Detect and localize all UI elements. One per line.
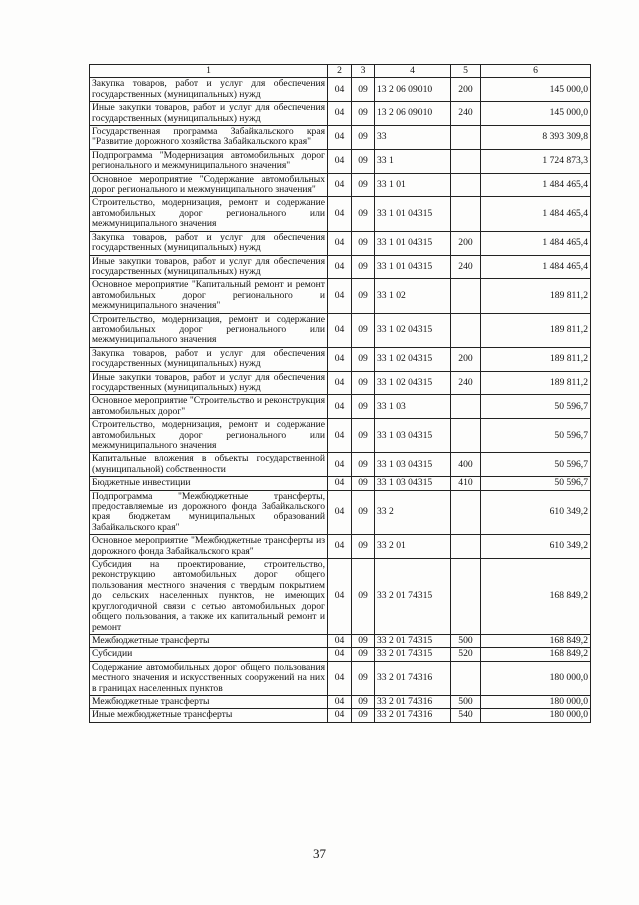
subsection-code-cell: 09	[352, 78, 375, 102]
subsection-code-cell: 09	[352, 255, 375, 279]
item-name-cell: Бюджетные инвестиции	[90, 477, 328, 490]
table-row	[90, 395, 591, 419]
expense-type-cell	[451, 173, 481, 197]
amount-cell: 145 000,0	[481, 78, 591, 102]
target-article-cell: 33 1 02 04315	[375, 347, 451, 371]
section-code-cell: 04	[328, 126, 352, 150]
amount-cell: 189 811,2	[481, 279, 591, 313]
expense-type-cell	[451, 535, 481, 559]
table-row	[90, 231, 591, 255]
target-article-cell: 33 2 01	[375, 535, 451, 559]
table-row	[90, 371, 591, 395]
table-row	[90, 477, 591, 490]
expense-type-cell: 240	[451, 371, 481, 395]
amount-cell: 189 811,2	[481, 347, 591, 371]
item-name-cell: Иные межбюджетные трансферты	[90, 709, 328, 722]
expense-type-cell	[451, 559, 481, 635]
subsection-code-cell: 09	[352, 709, 375, 722]
subsection-code-cell: 09	[352, 695, 375, 708]
item-name-cell: Основное мероприятие "Межбюджетные трансферты из дорожного фонда Забайкальского края"	[90, 535, 328, 559]
target-article-cell: 33 2 01 74316	[375, 695, 451, 708]
expense-type-cell: 410	[451, 477, 481, 490]
expense-type-cell	[451, 490, 481, 535]
target-article-cell: 33 2 01 74315	[375, 634, 451, 647]
item-name-cell: Содержание автомобильных дорог общего пользования местного значения и искусственных сооружений на них в границах населенных пунктов	[90, 661, 328, 695]
section-code-cell: 04	[328, 559, 352, 635]
item-name-cell: Строительство, модернизация, ремонт и содержание автомобильных дорог регионального или межмуниципального значения	[90, 419, 328, 453]
amount-cell: 189 811,2	[481, 371, 591, 395]
subsection-code-cell: 09	[352, 313, 375, 347]
amount-cell: 168 849,2	[481, 634, 591, 647]
amount-cell: 168 849,2	[481, 648, 591, 661]
item-name-cell: Основное мероприятие "Строительство и реконструкция автомобильных дорог"	[90, 395, 328, 419]
item-name-cell: Подпрограмма "Модернизация автомобильных дорог регионального и межмуниципального значения"	[90, 149, 328, 173]
subsection-code-cell: 09	[352, 395, 375, 419]
table-row	[90, 102, 591, 126]
expense-type-cell	[451, 313, 481, 347]
section-code-cell: 04	[328, 102, 352, 126]
section-code-cell: 04	[328, 255, 352, 279]
expense-type-cell: 500	[451, 695, 481, 708]
table-row	[90, 490, 591, 535]
item-name-cell: Иные закупки товаров, работ и услуг для обеспечения государственных (муниципальных) нужд	[90, 102, 328, 126]
item-name-cell: Субсидия на проектирование, строительство, реконструкцию автомобильных дорог общего пользования местного значения с твердым покрытием до сельских населенных пунктов, не имеющих круглогодичной связи с сетью автомобильных дорог общего пользования, а также их капитальный ремонт и ремонт	[90, 559, 328, 635]
subsection-code-cell: 09	[352, 347, 375, 371]
item-name-cell: Основное мероприятие "Капитальный ремонт и ремонт автомобильных дорог регионального и межмуниципального значения"	[90, 279, 328, 313]
section-code-cell: 04	[328, 279, 352, 313]
subsection-code-cell: 09	[352, 648, 375, 661]
section-code-cell: 04	[328, 395, 352, 419]
expense-type-cell: 500	[451, 634, 481, 647]
section-code-cell: 04	[328, 371, 352, 395]
amount-cell: 1 484 465,4	[481, 231, 591, 255]
subsection-code-cell: 09	[352, 535, 375, 559]
subsection-code-cell: 09	[352, 173, 375, 197]
item-name-cell: Иные закупки товаров, работ и услуг для обеспечения государственных (муниципальных) нужд	[90, 255, 328, 279]
table-row	[90, 661, 591, 695]
item-name-cell: Капитальные вложения в объекты государственной (муниципальной) собственности	[90, 453, 328, 477]
target-article-cell: 33 1 01 04315	[375, 231, 451, 255]
column-header: 6	[481, 65, 591, 78]
section-code-cell: 04	[328, 419, 352, 453]
subsection-code-cell: 09	[352, 197, 375, 231]
amount-cell: 180 000,0	[481, 695, 591, 708]
amount-cell: 180 000,0	[481, 661, 591, 695]
target-article-cell: 33 1	[375, 149, 451, 173]
item-name-cell: Государственная программа Забайкальского края "Развитие дорожного хозяйства Забайкальского края"	[90, 126, 328, 150]
section-code-cell: 04	[328, 477, 352, 490]
table-row	[90, 709, 591, 722]
target-article-cell: 33 2 01 74316	[375, 661, 451, 695]
expense-type-cell: 240	[451, 102, 481, 126]
subsection-code-cell: 09	[352, 279, 375, 313]
expense-type-cell: 520	[451, 648, 481, 661]
expense-type-cell: 200	[451, 347, 481, 371]
item-name-cell: Межбюджетные трансферты	[90, 695, 328, 708]
item-name-cell: Закупка товаров, работ и услуг для обеспечения государственных (муниципальных) нужд	[90, 347, 328, 371]
section-code-cell: 04	[328, 709, 352, 722]
section-code-cell: 04	[328, 149, 352, 173]
target-article-cell: 33 1 03 04315	[375, 453, 451, 477]
subsection-code-cell: 09	[352, 490, 375, 535]
section-code-cell: 04	[328, 231, 352, 255]
item-name-cell: Иные закупки товаров, работ и услуг для обеспечения государственных (муниципальных) нужд	[90, 371, 328, 395]
amount-cell: 1 484 465,4	[481, 173, 591, 197]
column-header: 5	[451, 65, 481, 78]
budget-table	[89, 64, 591, 723]
item-name-cell: Строительство, модернизация, ремонт и содержание автомобильных дорог регионального или межмуниципального значения	[90, 197, 328, 231]
subsection-code-cell: 09	[352, 126, 375, 150]
amount-cell: 50 596,7	[481, 477, 591, 490]
expense-type-cell	[451, 279, 481, 313]
table-header-row	[90, 65, 591, 78]
target-article-cell: 13 2 06 09010	[375, 102, 451, 126]
expense-type-cell	[451, 661, 481, 695]
expense-type-cell: 200	[451, 78, 481, 102]
expense-type-cell: 240	[451, 255, 481, 279]
item-name-cell: Основное мероприятие "Содержание автомобильных дорог регионального и межмуниципального значения"	[90, 173, 328, 197]
amount-cell: 1 724 873,3	[481, 149, 591, 173]
section-code-cell: 04	[328, 661, 352, 695]
table-row	[90, 173, 591, 197]
target-article-cell: 33 1 01 04315	[375, 255, 451, 279]
expense-type-cell	[451, 395, 481, 419]
section-code-cell: 04	[328, 695, 352, 708]
budget-table-body	[90, 65, 591, 723]
section-code-cell: 04	[328, 173, 352, 197]
subsection-code-cell: 09	[352, 559, 375, 635]
subsection-code-cell: 09	[352, 371, 375, 395]
target-article-cell: 33 1 03 04315	[375, 477, 451, 490]
item-name-cell: Строительство, модернизация, ремонт и содержание автомобильных дорог регионального или межмуниципального значения	[90, 313, 328, 347]
section-code-cell: 04	[328, 535, 352, 559]
table-row	[90, 149, 591, 173]
table-row	[90, 453, 591, 477]
item-name-cell: Закупка товаров, работ и услуг для обеспечения государственных (муниципальных) нужд	[90, 78, 328, 102]
column-header: 4	[375, 65, 451, 78]
column-header: 3	[352, 65, 375, 78]
amount-cell: 1 484 465,4	[481, 255, 591, 279]
amount-cell: 1 484 465,4	[481, 197, 591, 231]
table-row	[90, 347, 591, 371]
amount-cell: 168 849,2	[481, 559, 591, 635]
section-code-cell: 04	[328, 78, 352, 102]
table-row	[90, 634, 591, 647]
section-code-cell: 04	[328, 453, 352, 477]
amount-cell: 8 393 309,8	[481, 126, 591, 150]
target-article-cell: 33 1 01 04315	[375, 197, 451, 231]
subsection-code-cell: 09	[352, 419, 375, 453]
section-code-cell: 04	[328, 313, 352, 347]
amount-cell: 610 349,2	[481, 535, 591, 559]
subsection-code-cell: 09	[352, 477, 375, 490]
target-article-cell: 33 1 03	[375, 395, 451, 419]
expense-type-cell	[451, 197, 481, 231]
target-article-cell: 33 2	[375, 490, 451, 535]
amount-cell: 50 596,7	[481, 395, 591, 419]
subsection-code-cell: 09	[352, 634, 375, 647]
table-row	[90, 279, 591, 313]
table-row	[90, 648, 591, 661]
amount-cell: 189 811,2	[481, 313, 591, 347]
target-article-cell: 33 2 01 74315	[375, 648, 451, 661]
expense-type-cell	[451, 419, 481, 453]
table-row	[90, 419, 591, 453]
subsection-code-cell: 09	[352, 453, 375, 477]
subsection-code-cell: 09	[352, 102, 375, 126]
target-article-cell: 33 1 02 04315	[375, 371, 451, 395]
target-article-cell: 33	[375, 126, 451, 150]
item-name-cell: Закупка товаров, работ и услуг для обеспечения государственных (муниципальных) нужд	[90, 231, 328, 255]
item-name-cell: Межбюджетные трансферты	[90, 634, 328, 647]
table-row	[90, 197, 591, 231]
target-article-cell: 13 2 06 09010	[375, 78, 451, 102]
page-number: 37	[313, 846, 326, 861]
table-row	[90, 695, 591, 708]
item-name-cell: Субсидии	[90, 648, 328, 661]
section-code-cell: 04	[328, 634, 352, 647]
amount-cell: 50 596,7	[481, 453, 591, 477]
expense-type-cell: 400	[451, 453, 481, 477]
expense-type-cell	[451, 126, 481, 150]
amount-cell: 610 349,2	[481, 490, 591, 535]
target-article-cell: 33 1 02	[375, 279, 451, 313]
subsection-code-cell: 09	[352, 661, 375, 695]
table-row	[90, 535, 591, 559]
table-row	[90, 78, 591, 102]
column-header: 1	[90, 65, 328, 78]
amount-cell: 50 596,7	[481, 419, 591, 453]
subsection-code-cell: 09	[352, 231, 375, 255]
target-article-cell: 33 2 01 74316	[375, 709, 451, 722]
item-name-cell: Подпрограмма "Межбюджетные трансферты, предоставляемые из дорожного фонда Забайкальского края бюджетам муниципальных образований Забайкальского края"	[90, 490, 328, 535]
target-article-cell: 33 1 01	[375, 173, 451, 197]
table-row	[90, 313, 591, 347]
amount-cell: 145 000,0	[481, 102, 591, 126]
section-code-cell: 04	[328, 197, 352, 231]
section-code-cell: 04	[328, 648, 352, 661]
table-row	[90, 559, 591, 635]
expense-type-cell: 540	[451, 709, 481, 722]
expense-type-cell: 200	[451, 231, 481, 255]
subsection-code-cell: 09	[352, 149, 375, 173]
table-row	[90, 255, 591, 279]
amount-cell: 180 000,0	[481, 709, 591, 722]
target-article-cell: 33 1 03 04315	[375, 419, 451, 453]
expense-type-cell	[451, 149, 481, 173]
table-row	[90, 126, 591, 150]
target-article-cell: 33 1 02 04315	[375, 313, 451, 347]
section-code-cell: 04	[328, 490, 352, 535]
target-article-cell: 33 2 01 74315	[375, 559, 451, 635]
section-code-cell: 04	[328, 347, 352, 371]
column-header: 2	[328, 65, 352, 78]
